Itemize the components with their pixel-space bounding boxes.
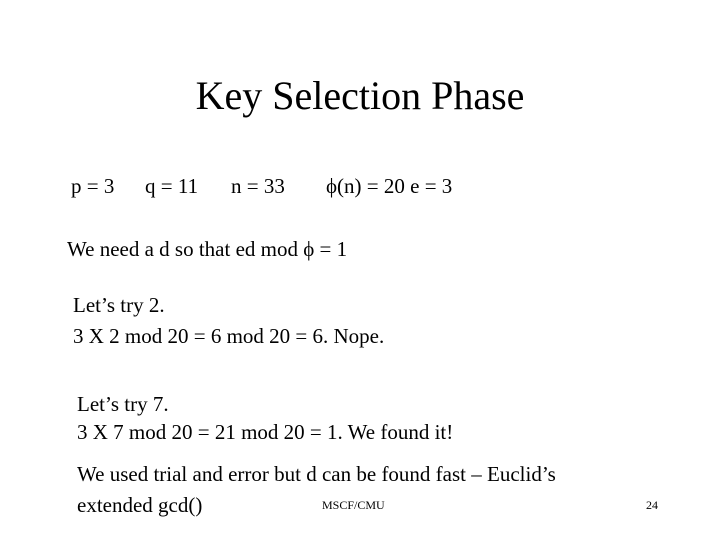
need-statement: We need a d so that ed mod ϕ = 1	[67, 237, 348, 261]
attempt-7-calc: 3 X 7 mod 20 = 21 mod 20 = 1. We found it!	[77, 420, 454, 444]
param-phi-e: ϕ(n) = 20 e = 3	[326, 174, 453, 198]
param-q: q = 11	[145, 174, 199, 198]
conclusion-line-1: We used trial and error but d can be found fast – Euclid’s	[77, 462, 556, 486]
attempt-7-try: Let’s try 7.	[77, 392, 169, 416]
slide-title: Key Selection Phase	[195, 73, 525, 118]
param-p: p = 3	[71, 174, 115, 198]
attempt-2-try: Let’s try 2.	[73, 293, 165, 317]
footer-label: MSCF/CMU	[322, 498, 385, 512]
page-number: 24	[646, 498, 658, 512]
param-n: n = 33	[231, 174, 285, 198]
attempt-2-calc: 3 X 2 mod 20 = 6 mod 20 = 6. Nope.	[73, 324, 385, 348]
conclusion-line-2: extended gcd()	[77, 493, 203, 517]
